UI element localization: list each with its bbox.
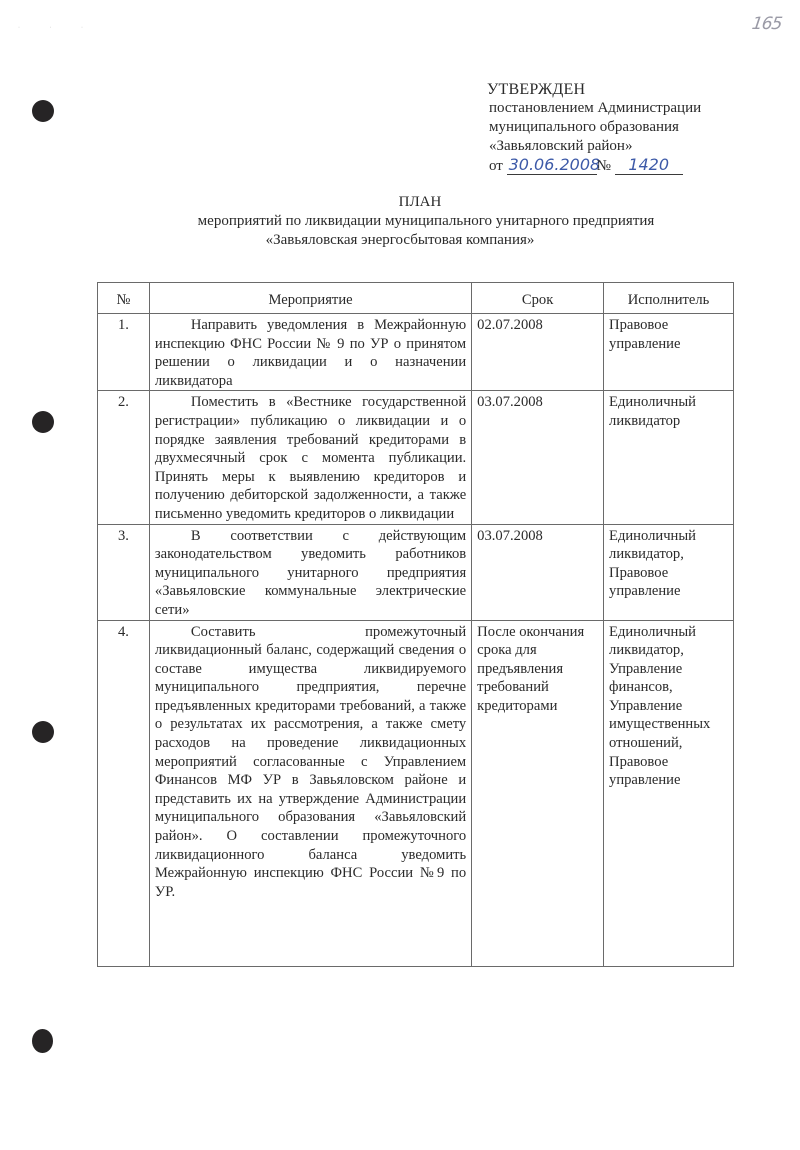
header-number: № <box>98 283 150 314</box>
header-activity: Мероприятие <box>149 283 471 314</box>
row-term: 03.07.2008 <box>472 524 604 620</box>
number-sign: № <box>596 158 611 174</box>
row-activity <box>149 524 471 620</box>
row-number: 2. <box>98 391 150 524</box>
plan-subtitle-line2: «Завьяловская энергосбытовая компания» <box>265 232 535 248</box>
approval-date-line <box>489 156 701 176</box>
activity-text: Составить промежуточный ликвидационный баланс, содержащий сведения о составе имущества ликвидируемого муниципального предприятия, перечне предъявленных кредиторами требований, а также о результатах их рассмотрения, а также смету расходов на проведение ликвидационных мероприятий согласованные с Управлением Финансов МФ УР в Завьяловском районе и представить их на утверждение Администрации муниципального образования «Завьяловский район». О составлении промежуточного ликвидационного баланса уведомить Межрайонную инспекцию ФНС России №9 по УР. <box>154 623 467 900</box>
table-row <box>98 314 734 391</box>
row-executor: Единоличный ликвидатор, Правовое управление <box>604 524 734 620</box>
plan-table <box>97 282 734 967</box>
approval-line: «Завьяловский район» <box>489 138 633 154</box>
table-row <box>98 391 734 524</box>
approval-line: постановлением Администрации <box>489 100 702 116</box>
row-executor: Единоличный ликвидатор, Управление финансов, Управление имущественных отношений, Правовое управление <box>604 620 734 966</box>
binder-hole-icon <box>32 721 54 743</box>
handwritten-date: 30.06.2008 <box>508 155 601 174</box>
approval-line: муниципального образования <box>489 119 679 135</box>
row-executor: Правовое управление <box>604 314 734 391</box>
row-term: 02.07.2008 <box>472 314 604 391</box>
row-number: 4. <box>98 620 150 966</box>
header-term: Срок <box>472 283 604 314</box>
row-activity <box>149 391 471 524</box>
activity-text: Поместить в «Вестнике государственной регистрации» публикацию о ликвидации и о порядке заявления требований кредиторами в двухмесячный срок с момента публикации. Принять меры к выявлению кредиторов и получению дебиторской задолженности, а также письменно уведомить кредиторов о ликвидации <box>154 394 467 522</box>
plan-subtitle-line1: мероприятий по ликвидации муниципального унитарного предприятия <box>197 213 655 229</box>
row-term: После окончания срока для предъявления требований кредиторами <box>472 620 604 966</box>
row-number: 1. <box>98 314 150 391</box>
row-activity <box>149 314 471 391</box>
binder-hole-icon <box>32 411 54 433</box>
table-row <box>98 620 734 966</box>
header-executor: Исполнитель <box>604 283 734 314</box>
approval-title: УТВЕРЖДЕН <box>487 81 586 98</box>
table-header-row <box>98 283 734 314</box>
binder-hole-icon <box>32 100 54 122</box>
activity-text: В соответствии с действующим законодательством уведомить работников муниципального унитарного предприятия «Завьяловские коммунальные электрические сети» <box>154 527 467 618</box>
activity-text: Направить уведомления в Межрайонную инспекцию ФНС России № 9 по УР о принятом решении о ликвидации и о назначении ликвидатора <box>154 317 467 389</box>
plan-title <box>0 193 800 250</box>
plan-heading: ПЛАН <box>398 194 442 210</box>
handwritten-number: 1420 <box>615 156 683 175</box>
approval-block <box>487 80 701 176</box>
table-row <box>98 524 734 620</box>
row-number: 3. <box>98 524 150 620</box>
date-prefix: от <box>489 158 503 174</box>
binder-hole-icon <box>32 1029 53 1053</box>
scan-artifacts: · · · <box>18 25 97 31</box>
handwritten-page-number: 165 <box>750 14 783 34</box>
row-activity <box>149 620 471 966</box>
row-term: 03.07.2008 <box>472 391 604 524</box>
row-executor: Единоличный ликвидатор <box>604 391 734 524</box>
